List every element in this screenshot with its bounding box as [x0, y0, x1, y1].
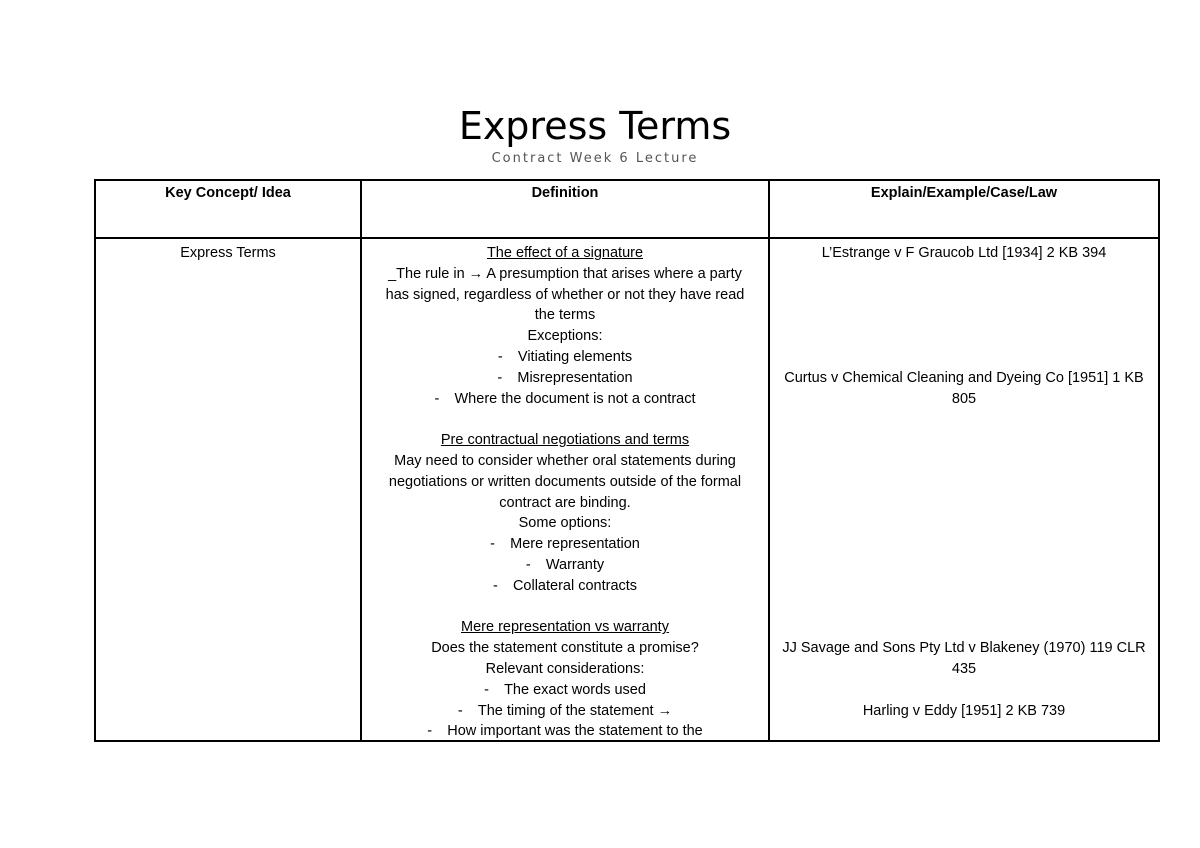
list-item: - Warranty	[525, 556, 605, 573]
list-item: - The exact words used	[484, 681, 646, 698]
case-harling: Harling v Eddy [1951] 2 KB 739	[862, 703, 1066, 719]
list-item: - Vitiating elements	[497, 348, 633, 365]
list-item: - Collateral contracts	[492, 577, 638, 594]
negotiations-text: May need to consider whether oral statements during negotiations or written documents outside of the formal contract are binding.	[388, 452, 742, 511]
considerations-label: Relevant considerations:	[485, 660, 645, 677]
cases-cell	[769, 238, 1159, 741]
list-item: - Misrepresentation	[497, 369, 633, 386]
case-curtis: Curtus v Chemical Cleaning and Dyeing Co [1951] 1 KB 805	[784, 370, 1144, 407]
header-definition: Definition	[361, 180, 769, 238]
exceptions-label: Exceptions:	[527, 328, 603, 345]
notes-table	[94, 179, 1160, 742]
promise-question: Does the statement constitute a promise?	[431, 640, 699, 657]
representation-heading: Mere representation vs warranty	[461, 619, 669, 636]
negotiations-heading: Pre contractual negotiations and terms	[440, 432, 690, 449]
concept-cell	[95, 238, 361, 741]
signature-rule: _The rule in → A presumption that arises where a party has signed, regardless of whether or not they have read the terms	[385, 265, 745, 324]
list-item: - The timing of the statement →	[457, 702, 673, 719]
table-row	[95, 238, 1159, 741]
concept-text: Express Terms	[180, 245, 276, 261]
header-row	[95, 180, 1159, 238]
case-savage: JJ Savage and Sons Pty Ltd v Blakeney (1970) 119 CLR 435	[782, 640, 1146, 677]
page-title: Express Terms	[458, 104, 732, 148]
page-subtitle: Contract Week 6 Lecture	[491, 151, 699, 166]
list-item: - How important was the statement to the	[427, 723, 703, 740]
header-explain: Explain/Example/Case/Law	[769, 180, 1159, 238]
list-item: - Mere representation	[490, 536, 640, 553]
header-key-concept: Key Concept/ Idea	[95, 180, 361, 238]
options-label: Some options:	[518, 515, 612, 532]
signature-heading: The effect of a signature	[486, 245, 644, 261]
case-lestrange: L’Estrange v F Graucob Ltd [1934] 2 KB 394	[821, 245, 1107, 261]
list-item: - Where the document is not a contract	[434, 390, 696, 407]
definition-cell	[361, 238, 769, 741]
